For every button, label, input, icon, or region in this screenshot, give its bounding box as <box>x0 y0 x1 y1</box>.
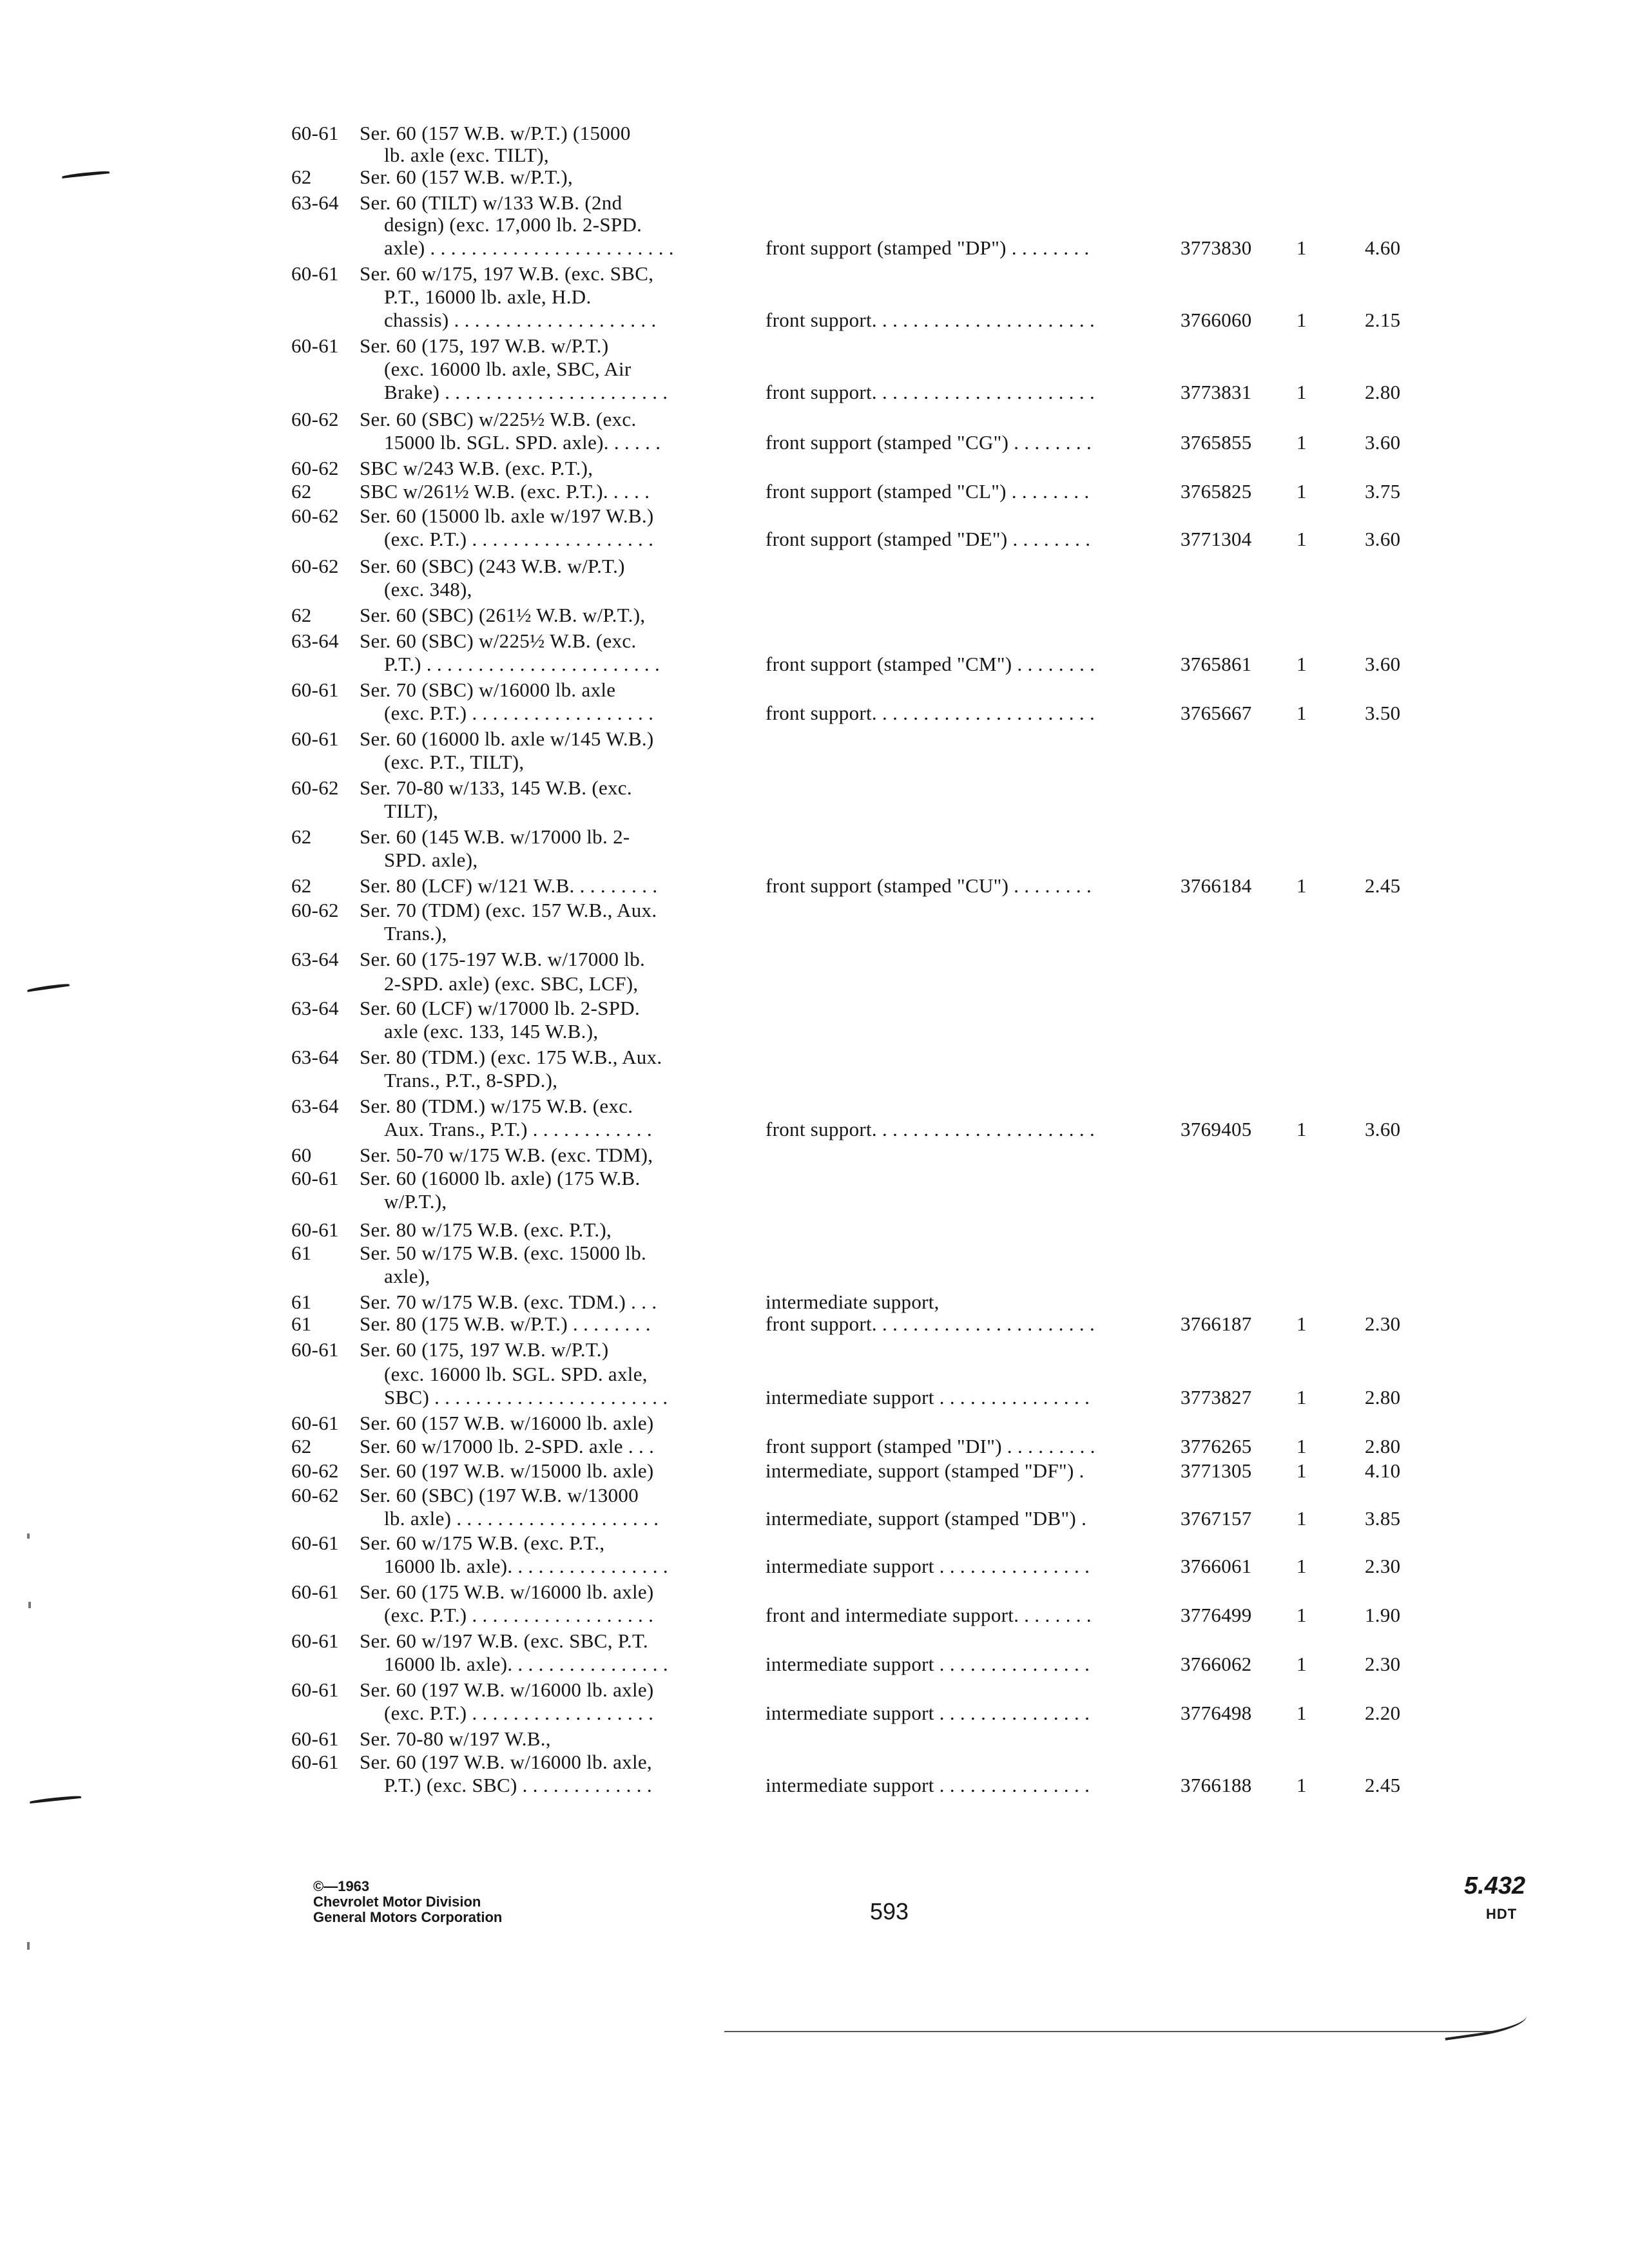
year-cell: 62 <box>291 480 312 503</box>
price-cell: 3.50 <box>1365 702 1401 724</box>
application-cell: Ser. 60 (TILT) w/133 W.B. (2nd <box>360 191 622 214</box>
application-cell: Ser. 60 (197 W.B. w/16000 lb. axle) <box>360 1678 654 1701</box>
application-cell: Ser. 60 (157 W.B. w/16000 lb. axle) <box>360 1412 654 1434</box>
part-number-cell: 3771304 <box>1181 528 1252 550</box>
bottom-rule <box>724 2031 1498 2032</box>
year-cell: 60-61 <box>291 727 339 750</box>
application-cell: Ser. 80 (TDM.) (exc. 175 W.B., Aux. <box>360 1046 662 1068</box>
application-cell: Ser. 70 w/175 W.B. (exc. TDM.) . . . <box>360 1291 657 1313</box>
year-cell: 60-62 <box>291 1459 339 1482</box>
application-cell: Ser. 60 (175-197 W.B. w/17000 lb. <box>360 948 646 970</box>
application-cell: 2-SPD. axle) (exc. SBC, LCF), <box>384 972 639 995</box>
part-description-cell: front support. . . . . . . . . . . . . . . . . . . . . . <box>766 702 1095 724</box>
application-cell: Ser. 60 (175, 197 W.B. w/P.T.) <box>360 1338 609 1361</box>
part-number-cell: 3766061 <box>1181 1555 1252 1577</box>
part-description-cell: front support (stamped "DE") . . . . . . . . <box>766 528 1091 550</box>
year-cell: 63-64 <box>291 997 339 1019</box>
year-cell: 60-62 <box>291 1484 339 1506</box>
application-cell: SBC) . . . . . . . . . . . . . . . . . . . . . . . <box>384 1386 668 1408</box>
application-cell: 16000 lb. axle). . . . . . . . . . . . . . . . <box>384 1555 668 1577</box>
price-cell: 4.10 <box>1365 1459 1401 1482</box>
price-cell: 2.45 <box>1365 874 1401 897</box>
section-number: 5.432 <box>1464 1872 1526 1899</box>
quantity-cell: 1 <box>1296 1555 1307 1577</box>
part-number-cell: 3773830 <box>1181 236 1252 259</box>
quantity-cell: 1 <box>1296 528 1307 550</box>
year-cell: 60-61 <box>291 1532 339 1554</box>
application-cell: Ser. 60 (15000 lb. axle w/197 W.B.) <box>360 505 654 527</box>
year-cell: 60-61 <box>291 1338 339 1361</box>
application-cell: 15000 lb. SGL. SPD. axle). . . . . . <box>384 431 661 454</box>
section-code: HDT <box>1486 1906 1518 1922</box>
application-cell: Ser. 80 (TDM.) w/175 W.B. (exc. <box>360 1095 633 1117</box>
application-cell: axle (exc. 133, 145 W.B.), <box>384 1020 599 1043</box>
year-cell: 60-62 <box>291 899 339 921</box>
bottom-rule-curl <box>1442 2007 1528 2041</box>
application-cell: Ser. 60 (175, 197 W.B. w/P.T.) <box>360 334 609 357</box>
application-cell: Ser. 60 (SBC) (197 W.B. w/13000 <box>360 1484 639 1506</box>
part-description-cell: front support (stamped "CL") . . . . . . . . <box>766 480 1090 503</box>
application-cell: axle), <box>384 1265 430 1287</box>
price-cell: 2.45 <box>1365 1774 1401 1796</box>
corporation-line: General Motors Corporation <box>313 1909 503 1925</box>
year-cell: 60-62 <box>291 457 339 479</box>
application-cell: P.T.) (exc. SBC) . . . . . . . . . . . . . <box>384 1774 652 1796</box>
quantity-cell: 1 <box>1296 874 1307 897</box>
application-cell: (exc. P.T.) . . . . . . . . . . . . . . . . . . <box>384 1604 654 1626</box>
year-cell: 63-64 <box>291 191 339 214</box>
quantity-cell: 1 <box>1296 1653 1307 1675</box>
application-cell: SBC w/243 W.B. (exc. P.T.), <box>360 457 593 479</box>
year-cell: 60-61 <box>291 262 339 285</box>
part-description-cell: front support (stamped "CM") . . . . . . . . <box>766 653 1095 675</box>
application-cell: Ser. 50 w/175 W.B. (exc. 15000 lb. <box>360 1242 647 1264</box>
price-cell: 1.90 <box>1365 1604 1401 1626</box>
application-cell: Ser. 60 (197 W.B. w/16000 lb. axle, <box>360 1751 652 1773</box>
application-cell: (exc. 16000 lb. SGL. SPD. axle, <box>384 1363 648 1385</box>
part-description-cell: intermediate support . . . . . . . . . . . . . . . <box>766 1774 1090 1796</box>
quantity-cell: 1 <box>1296 1312 1307 1335</box>
application-cell: Ser. 60 w/175, 197 W.B. (exc. SBC, <box>360 262 654 285</box>
application-cell: Ser. 80 (LCF) w/121 W.B. . . . . . . . . <box>360 874 658 897</box>
application-cell: Ser. 60 (SBC) w/225½ W.B. (exc. <box>360 408 637 430</box>
year-cell: 61 <box>291 1291 312 1313</box>
application-cell: Ser. 60 w/17000 lb. 2-SPD. axle . . . <box>360 1435 655 1457</box>
application-cell: Ser. 60 (SBC) (261½ W.B. w/P.T.), <box>360 604 646 626</box>
quantity-cell: 1 <box>1296 1702 1307 1724</box>
application-cell: (exc. 16000 lb. axle, SBC, Air <box>384 358 631 380</box>
year-cell: 60-61 <box>291 1678 339 1701</box>
application-cell: Ser. 60 (LCF) w/17000 lb. 2-SPD. <box>360 997 641 1019</box>
application-cell: (exc. P.T.) . . . . . . . . . . . . . . . . . . <box>384 1702 654 1724</box>
year-cell: 62 <box>291 604 312 626</box>
application-cell: Ser. 60 (175 W.B. w/16000 lb. axle) <box>360 1581 654 1603</box>
year-cell: 60-61 <box>291 1218 339 1241</box>
division-line: Chevrolet Motor Division <box>313 1894 481 1910</box>
application-cell: Ser. 60 (197 W.B. w/15000 lb. axle) <box>360 1459 654 1482</box>
quantity-cell: 1 <box>1296 236 1307 259</box>
price-cell: 3.60 <box>1365 528 1401 550</box>
part-number-cell: 3766187 <box>1181 1312 1252 1335</box>
part-number-cell: 3776265 <box>1181 1435 1252 1457</box>
part-number-cell: 3765855 <box>1181 431 1252 454</box>
application-cell: lb. axle) . . . . . . . . . . . . . . . . . . . . <box>384 1507 659 1530</box>
price-cell: 3.85 <box>1365 1507 1401 1530</box>
part-description-cell: front support. . . . . . . . . . . . . . . . . . . . . . <box>766 1312 1095 1335</box>
application-cell: Ser. 70 (SBC) w/16000 lb. axle <box>360 678 616 701</box>
price-cell: 2.20 <box>1365 1702 1401 1724</box>
year-cell: 60-61 <box>291 1751 339 1773</box>
year-cell: 63-64 <box>291 1046 339 1068</box>
part-description-cell: front support. . . . . . . . . . . . . . . . . . . . . . <box>766 381 1095 403</box>
part-number-cell: 3765825 <box>1181 480 1252 503</box>
application-cell: 16000 lb. axle). . . . . . . . . . . . . . . . <box>384 1653 668 1675</box>
price-cell: 3.60 <box>1365 431 1401 454</box>
quantity-cell: 1 <box>1296 1459 1307 1482</box>
year-cell: 60-61 <box>291 1581 339 1603</box>
quantity-cell: 1 <box>1296 309 1307 331</box>
part-description-cell: front support. . . . . . . . . . . . . . . . . . . . . . <box>766 1118 1095 1140</box>
year-cell: 62 <box>291 1435 312 1457</box>
part-description-cell: intermediate support . . . . . . . . . . . . . . . <box>766 1702 1090 1724</box>
part-description-cell: front support (stamped "DP") . . . . . . . . <box>766 236 1090 259</box>
part-description-cell: front support (stamped "CU") . . . . . . . . <box>766 874 1092 897</box>
part-number-cell: 3765667 <box>1181 702 1252 724</box>
price-cell: 2.30 <box>1365 1555 1401 1577</box>
part-description-cell: front support. . . . . . . . . . . . . . . . . . . . . . <box>766 309 1095 331</box>
application-cell: Ser. 70-80 w/197 W.B., <box>360 1727 551 1750</box>
margin-speck <box>28 1602 31 1608</box>
application-cell: Ser. 70-80 w/133, 145 W.B. (exc. <box>360 776 632 799</box>
application-cell: (exc. 348), <box>384 578 472 601</box>
year-cell: 60-61 <box>291 334 339 357</box>
application-cell: Ser. 60 (16000 lb. axle w/145 W.B.) <box>360 727 654 750</box>
price-cell: 3.60 <box>1365 1118 1401 1140</box>
year-cell: 62 <box>291 166 312 188</box>
part-number-cell: 3766062 <box>1181 1653 1252 1675</box>
year-cell: 60-62 <box>291 555 339 577</box>
part-number-cell: 3776498 <box>1181 1702 1252 1724</box>
quantity-cell: 1 <box>1296 1774 1307 1796</box>
year-cell: 60-61 <box>291 1629 339 1652</box>
application-cell: Ser. 50-70 w/175 W.B. (exc. TDM), <box>360 1144 653 1166</box>
price-cell: 3.60 <box>1365 653 1401 675</box>
year-cell: 60-62 <box>291 408 339 430</box>
application-cell: axle) . . . . . . . . . . . . . . . . . . . . . . . . <box>384 236 674 259</box>
application-cell: Ser. 60 (145 W.B. w/17000 lb. 2- <box>360 825 630 848</box>
margin-speck <box>27 1533 30 1539</box>
year-cell: 60-61 <box>291 1727 339 1750</box>
application-cell: Ser. 60 (16000 lb. axle) (175 W.B. <box>360 1167 641 1189</box>
application-cell: Aux. Trans., P.T.) . . . . . . . . . . . . <box>384 1118 652 1140</box>
application-cell: (exc. P.T.) . . . . . . . . . . . . . . . . . . <box>384 702 654 724</box>
quantity-cell: 1 <box>1296 1118 1307 1140</box>
application-cell: TILT), <box>384 800 439 822</box>
year-cell: 63-64 <box>291 1095 339 1117</box>
part-number-cell: 3766184 <box>1181 874 1252 897</box>
quantity-cell: 1 <box>1296 653 1307 675</box>
application-cell: Ser. 60 w/175 W.B. (exc. P.T., <box>360 1532 605 1554</box>
part-description-cell: intermediate support, <box>766 1291 940 1313</box>
year-cell: 62 <box>291 825 312 848</box>
application-cell: design) (exc. 17,000 lb. 2-SPD. <box>384 213 642 236</box>
year-cell: 60-61 <box>291 1167 339 1189</box>
page-number: 593 <box>870 1898 909 1925</box>
application-cell: Ser. 80 w/175 W.B. (exc. P.T.), <box>360 1218 612 1241</box>
year-cell: 60-61 <box>291 1412 339 1434</box>
part-description-cell: intermediate, support (stamped "DB") . <box>766 1507 1087 1530</box>
part-description-cell: front and intermediate support. . . . . . . . <box>766 1604 1092 1626</box>
application-cell: SPD. axle), <box>384 849 478 871</box>
year-cell: 60-61 <box>291 678 339 701</box>
application-cell: chassis) . . . . . . . . . . . . . . . . . . . . <box>384 309 657 331</box>
part-description-cell: intermediate support . . . . . . . . . . . . . . . <box>766 1386 1090 1408</box>
application-cell: P.T.) . . . . . . . . . . . . . . . . . . . . . . . <box>384 653 660 675</box>
part-description-cell: intermediate support . . . . . . . . . . . . . . . <box>766 1555 1090 1577</box>
part-description-cell: front support (stamped "CG") . . . . . . . . <box>766 431 1092 454</box>
part-number-cell: 3776499 <box>1181 1604 1252 1626</box>
part-description-cell: intermediate support . . . . . . . . . . . . . . . <box>766 1653 1090 1675</box>
year-cell: 60-62 <box>291 776 339 799</box>
year-cell: 61 <box>291 1242 312 1264</box>
part-number-cell: 3765861 <box>1181 653 1252 675</box>
application-cell: Trans.), <box>384 922 447 945</box>
application-cell: Ser. 60 (SBC) (243 W.B. w/P.T.) <box>360 555 625 577</box>
year-cell: 61 <box>291 1312 312 1335</box>
application-cell: lb. axle (exc. TILT), <box>384 144 549 166</box>
price-cell: 2.80 <box>1365 1435 1401 1457</box>
quantity-cell: 1 <box>1296 1604 1307 1626</box>
quantity-cell: 1 <box>1296 1386 1307 1408</box>
application-cell: Brake) . . . . . . . . . . . . . . . . . . . . . . <box>384 381 668 403</box>
quantity-cell: 1 <box>1296 381 1307 403</box>
part-description-cell: intermediate, support (stamped "DF") . <box>766 1459 1084 1482</box>
application-cell: Ser. 80 (175 W.B. w/P.T.) . . . . . . . . <box>360 1312 651 1335</box>
price-cell: 3.75 <box>1365 480 1401 503</box>
price-cell: 4.60 <box>1365 236 1401 259</box>
year-cell: 63-64 <box>291 629 339 652</box>
quantity-cell: 1 <box>1296 1435 1307 1457</box>
application-cell: Trans., P.T., 8-SPD.), <box>384 1069 558 1091</box>
quantity-cell: 1 <box>1296 431 1307 454</box>
application-cell: w/P.T.), <box>384 1190 447 1213</box>
application-cell: Ser. 60 (157 W.B. w/P.T.) (15000 <box>360 122 631 144</box>
price-cell: 2.80 <box>1365 381 1401 403</box>
copyright-line: ©—1963 <box>313 1878 370 1894</box>
margin-speck <box>27 1942 30 1950</box>
year-cell: 63-64 <box>291 948 339 970</box>
quantity-cell: 1 <box>1296 480 1307 503</box>
part-number-cell: 3766060 <box>1181 309 1252 331</box>
application-cell: (exc. P.T., TILT), <box>384 751 525 773</box>
price-cell: 2.30 <box>1365 1653 1401 1675</box>
part-number-cell: 3773831 <box>1181 381 1252 403</box>
part-number-cell: 3766188 <box>1181 1774 1252 1796</box>
year-cell: 60-62 <box>291 505 339 527</box>
price-cell: 2.30 <box>1365 1312 1401 1335</box>
year-cell: 60-61 <box>291 122 339 144</box>
part-number-cell: 3771305 <box>1181 1459 1252 1482</box>
application-cell: Ser. 60 w/197 W.B. (exc. SBC, P.T. <box>360 1629 648 1652</box>
quantity-cell: 1 <box>1296 702 1307 724</box>
application-cell: Ser. 60 (SBC) w/225½ W.B. (exc. <box>360 629 637 652</box>
application-cell: P.T., 16000 lb. axle, H.D. <box>384 285 592 308</box>
price-cell: 2.15 <box>1365 309 1401 331</box>
application-cell: Ser. 60 (157 W.B. w/P.T.), <box>360 166 574 188</box>
part-number-cell: 3773827 <box>1181 1386 1252 1408</box>
application-cell: SBC w/261½ W.B. (exc. P.T.). . . . . <box>360 480 650 503</box>
year-cell: 62 <box>291 874 312 897</box>
quantity-cell: 1 <box>1296 1507 1307 1530</box>
part-description-cell: front support (stamped "DI") . . . . . . . . . <box>766 1435 1095 1457</box>
application-cell: Ser. 70 (TDM) (exc. 157 W.B., Aux. <box>360 899 657 921</box>
price-cell: 2.80 <box>1365 1386 1401 1408</box>
publisher-block <box>313 1879 502 1925</box>
application-cell: (exc. P.T.) . . . . . . . . . . . . . . . . . . <box>384 528 654 550</box>
year-cell: 60 <box>291 1144 312 1166</box>
part-number-cell: 3769405 <box>1181 1118 1252 1140</box>
part-number-cell: 3767157 <box>1181 1507 1252 1530</box>
